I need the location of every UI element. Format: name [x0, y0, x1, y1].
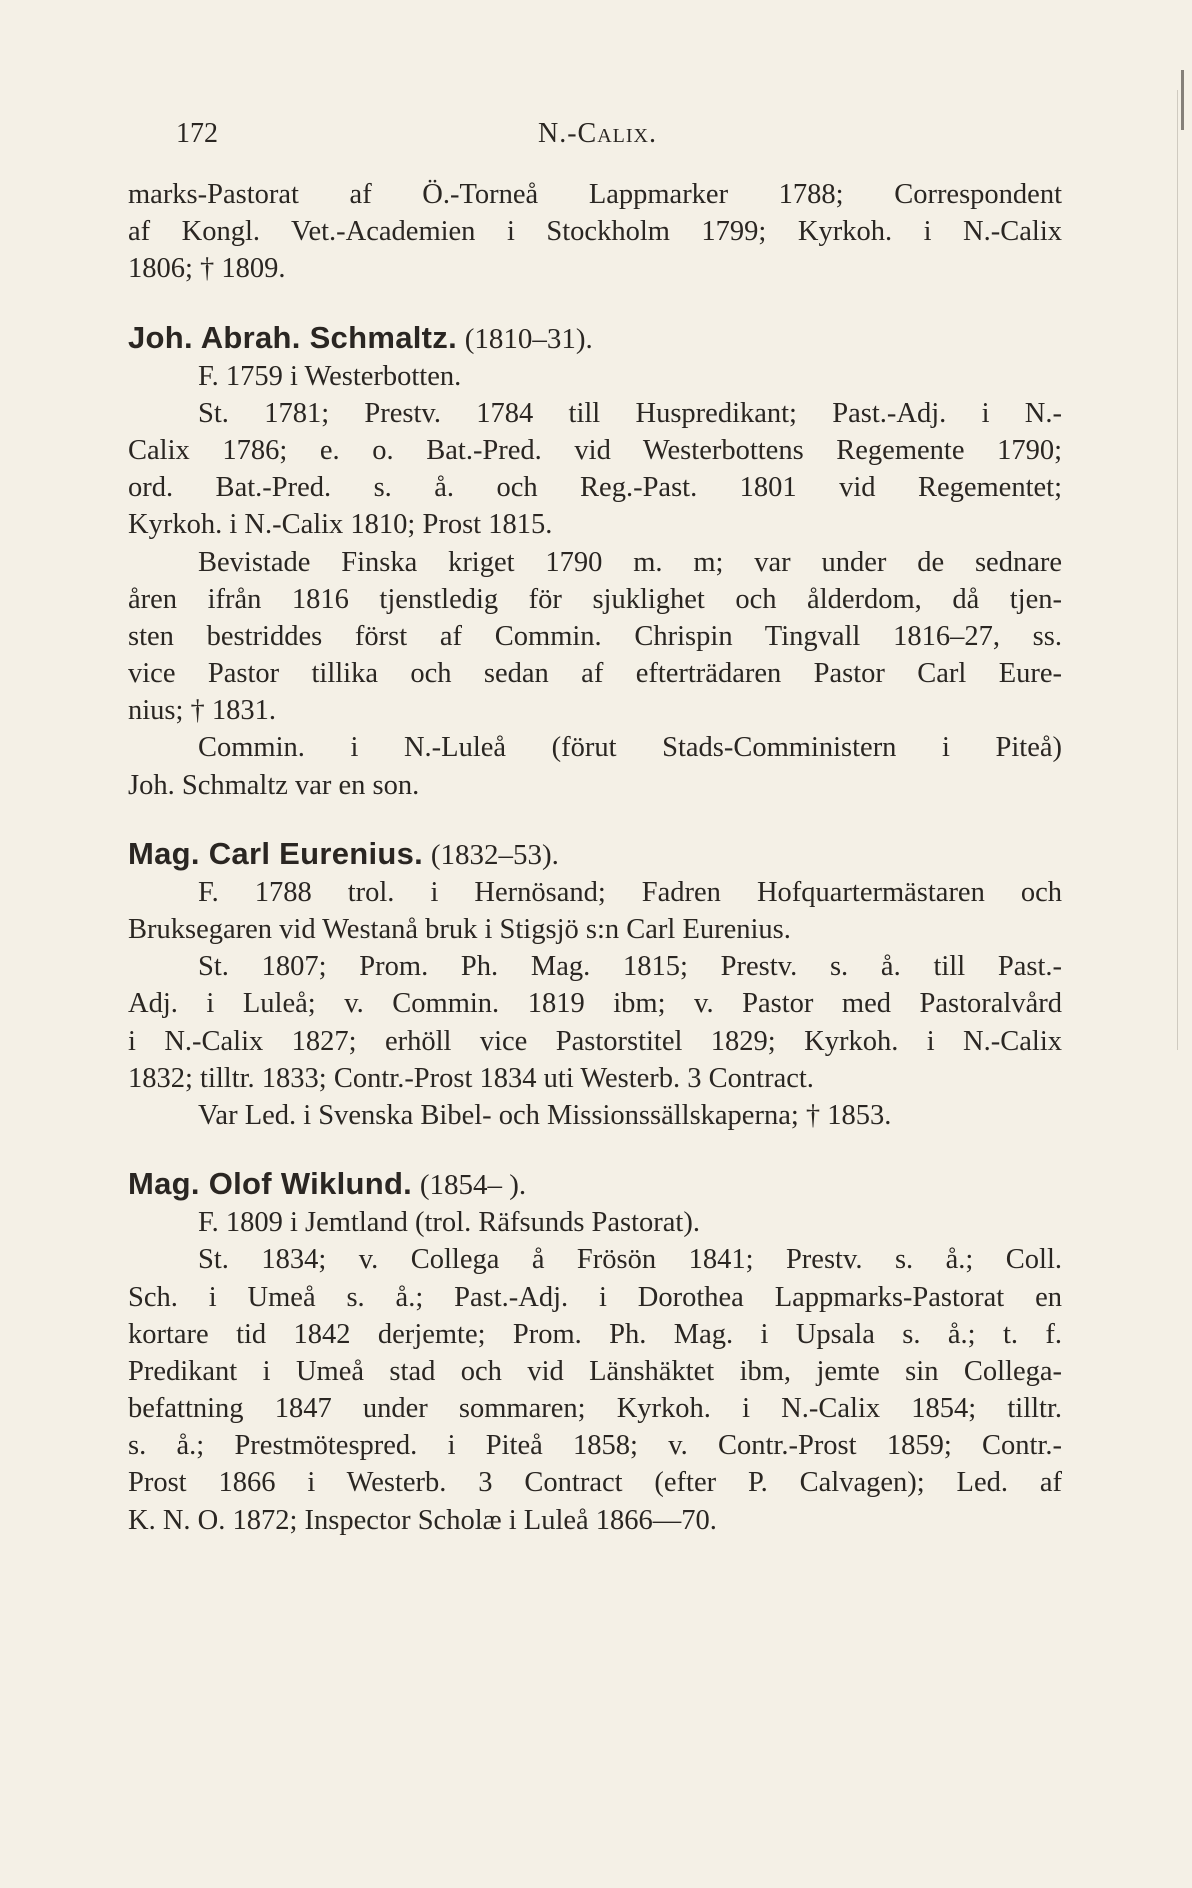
text-line: nius; † 1831.: [128, 695, 277, 727]
text-line: befattning 1847 under sommaren; Kyrkoh. i N.-Calix 1854; tilltr.: [128, 1393, 1062, 1425]
page-body: [128, 176, 1062, 1539]
text-line: Prost 1866 i Westerb. 3 Contract (efter P. Calvagen); Led. af: [128, 1467, 1062, 1499]
entry-heading: [128, 834, 1062, 874]
text-line: F. 1809 i Jemtland (trol. Räfsunds Pastorat).: [198, 1207, 700, 1239]
text-line: Adj. i Luleå; v. Commin. 1819 ibm; v. Pastor med Pastoralvård: [128, 988, 1062, 1020]
text-line: Sch. i Umeå s. å.; Past.-Adj. i Dorothea Lappmarks-Pastorat en: [128, 1281, 1062, 1313]
text-line: ord. Bat.-Pred. s. å. och Reg.-Past. 1801 vid Regementet;: [128, 472, 1062, 504]
text-line: i N.-Calix 1827; erhöll vice Pastorstitel 1829; Kyrkoh. i N.-Calix: [128, 1025, 1062, 1057]
page-edge-line: [1177, 90, 1178, 1050]
text-line: F. 1788 trol. i Hernösand; Fadren Hofquartermästaren och: [198, 876, 1062, 908]
text-line: Predikant i Umeå stad och vid Länshäktet ibm, jemte sin Collega-: [128, 1355, 1062, 1387]
text-line: 1832; tilltr. 1833; Contr.-Prost 1834 uti Westerb. 3 Contract.: [128, 1062, 814, 1094]
text-line: St. 1781; Prestv. 1784 till Huspredikant; Past.-Adj. i N.-: [198, 397, 1062, 429]
text-line: Joh. Schmaltz var en son.: [128, 769, 420, 801]
text-line: af Kongl. Vet.-Academien i Stockholm 1799; Kyrkoh. i N.-Calix: [128, 216, 1062, 248]
text-line: åren ifrån 1816 tjenstledig för sjuklighet och ålderdom, då tjen-: [128, 583, 1062, 615]
text-line: Calix 1786; e. o. Bat.-Pred. vid Westerbottens Regemente 1790;: [128, 434, 1062, 466]
entry-name: Mag. Carl Eurenius.: [128, 835, 424, 871]
entry-heading: [128, 1164, 1062, 1204]
entry-name: Mag. Olof Wiklund.: [128, 1166, 413, 1202]
text-line: St. 1834; v. Collega å Frösön 1841; Prestv. s. å.; Coll.: [198, 1244, 1062, 1276]
text-line: Commin. i N.-Luleå (förut Stads-Comministern i Piteå): [198, 732, 1062, 764]
text-line: F. 1759 i Westerbotten.: [198, 360, 462, 392]
running-head: N.-Calix.: [538, 118, 657, 149]
text-line: kortare tid 1842 derjemte; Prom. Ph. Mag. i Upsala s. å.; t. f.: [128, 1318, 1062, 1350]
text-line: marks-Pastorat af Ö.-Torneå Lappmarker 1788; Correspondent: [128, 179, 1062, 210]
text-line: sten bestriddes först af Commin. Chrispin Tingvall 1816–27, ss.: [128, 620, 1062, 652]
section-gap: [128, 804, 1062, 834]
entry-years: (1810–31).: [464, 322, 593, 355]
entry-name: Joh. Abrah. Schmaltz.: [128, 319, 457, 355]
page-edge-mark: [1181, 70, 1184, 130]
text-line: 1806; † 1809.: [128, 253, 286, 285]
text-line: St. 1807; Prom. Ph. Mag. 1815; Prestv. s. å. till Past.-: [198, 951, 1062, 983]
page-number: 172: [176, 118, 218, 149]
text-line: Bruksegaren vid Westanå bruk i Stigsjö s:n Carl Eurenius.: [128, 914, 791, 945]
text-line: Kyrkoh. i N.-Calix 1810; Prost 1815.: [128, 509, 553, 541]
text-line: s. å.; Prestmötespred. i Piteå 1858; v. Contr.-Prost 1859; Contr.-: [128, 1430, 1062, 1462]
section-gap: [128, 288, 1062, 318]
entry-years: (1854– ).: [419, 1169, 527, 1202]
text-line: K. N. O. 1872; Inspector Scholæ i Luleå 1866—70.: [128, 1504, 717, 1536]
text-line: Var Led. i Svenska Bibel- och Missionssällskaperna; † 1853.: [198, 1099, 892, 1131]
entry-heading: [128, 318, 1062, 358]
text-line: vice Pastor tillika och sedan af efterträdaren Pastor Carl Eure-: [128, 658, 1062, 690]
page-header: [176, 118, 1076, 158]
entry-years: (1832–53).: [430, 838, 559, 871]
text-line: Bevistade Finska kriget 1790 m. m; var under de sednare: [198, 546, 1062, 578]
section-gap: [128, 1134, 1062, 1164]
